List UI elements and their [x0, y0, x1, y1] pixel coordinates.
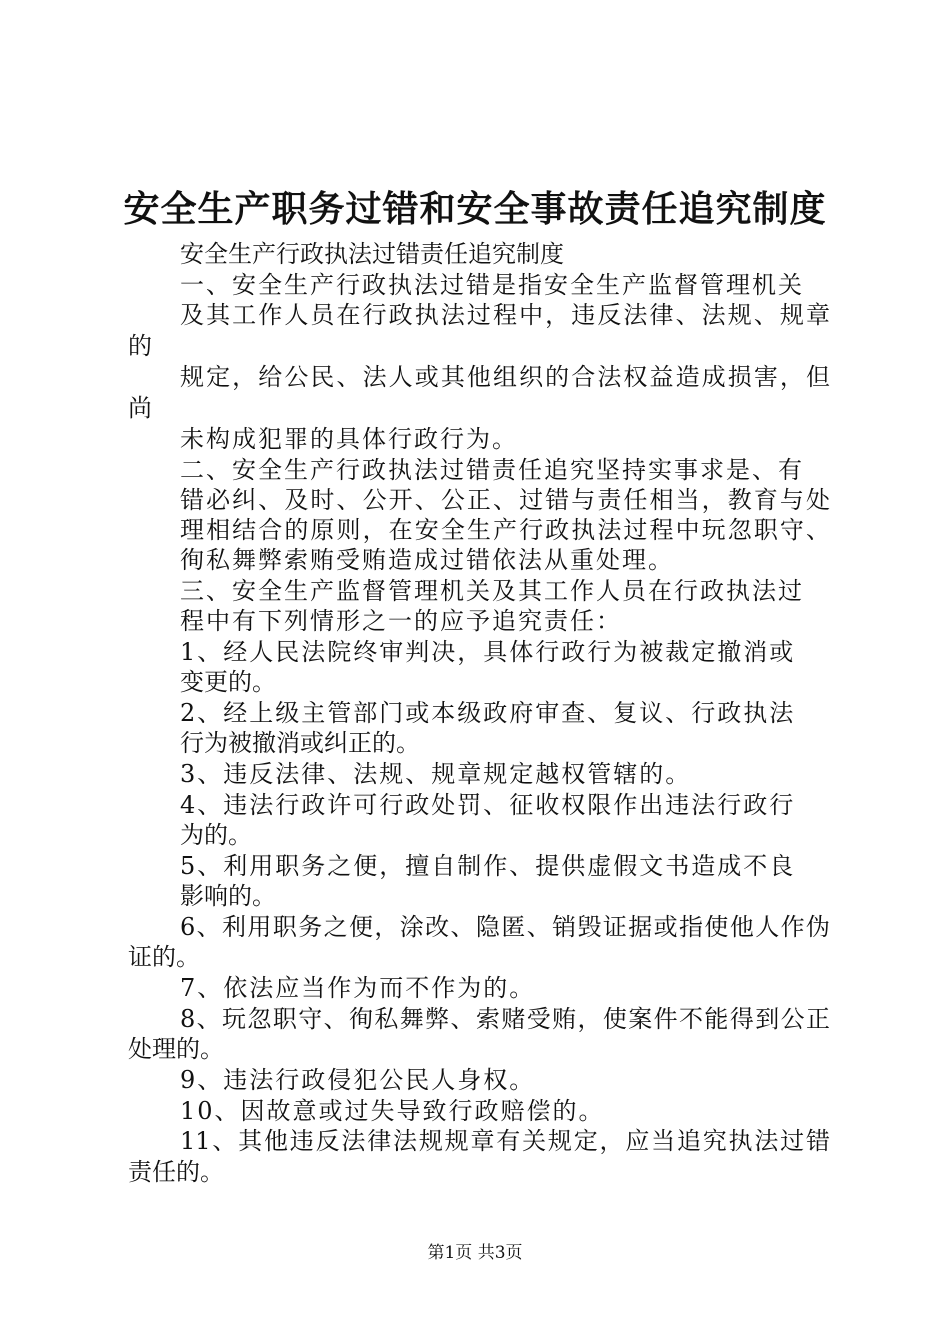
body-line: 1、经人民法院终审判决，具体行政行为被裁定撤消或 — [180, 638, 796, 666]
body-line: 徇私舞弊索贿受贿造成过错依法从重处理。 — [180, 546, 674, 574]
body-line: 5、利用职务之便，擅自制作、提供虚假文书造成不良 — [180, 852, 796, 880]
body-line: 责任的。 — [128, 1158, 224, 1186]
body-line: 程中有下列情形之一的应予追究责任： — [180, 607, 622, 635]
body-line: 二、安全生产行政执法过错责任追究坚持实事求是、有 — [180, 456, 804, 484]
body-line: 一、安全生产行政执法过错是指安全生产监督管理机关 — [180, 271, 804, 299]
document-subtitle: 安全生产行政执法过错责任追究制度 — [180, 240, 564, 268]
body-line: 的 — [128, 332, 152, 360]
body-line: 2、经上级主管部门或本级政府审查、复议、行政执法 — [180, 699, 796, 727]
body-line: 变更的。 — [180, 668, 276, 696]
body-line: 影响的。 — [180, 882, 276, 910]
body-line: 理相结合的原则，在安全生产行政执法过程中玩忽职守、 — [180, 516, 830, 544]
body-line: 行为被撤消或纠正的。 — [180, 729, 420, 757]
body-line: 8、玩忽职守、徇私舞弊、索赌受贿，使案件不能得到公正 — [180, 1005, 830, 1033]
body-line: 6、利用职务之便，涂改、隐匿、销毁证据或指使他人作伪 — [180, 913, 830, 941]
body-line: 为的。 — [180, 821, 252, 849]
page-number: 第1页 共3页 — [427, 1243, 523, 1263]
body-line: 尚 — [128, 394, 152, 422]
body-line: 4、违法行政许可行政处罚、征收权限作出违法行政行 — [180, 791, 796, 819]
body-line: 3、违反法律、法规、规章规定越权管辖的。 — [180, 760, 692, 788]
body-line: 10、因故意或过失导致行政赔偿的。 — [180, 1097, 605, 1125]
body-line: 7、依法应当作为而不作为的。 — [180, 974, 536, 1002]
body-line: 规定，给公民、法人或其他组织的合法权益造成损害，但 — [180, 363, 830, 391]
body-line: 处理的。 — [128, 1035, 224, 1063]
body-line: 及其工作人员在行政执法过程中，违反法律、法规、规章 — [180, 301, 830, 329]
body-line: 未构成犯罪的具体行政行为。 — [180, 425, 518, 453]
body-line: 证的。 — [128, 943, 200, 971]
document-title: 安全生产职务过错和安全事故责任追究制度 — [123, 188, 827, 230]
body-line: 三、安全生产监督管理机关及其工作人员在行政执法过 — [180, 577, 804, 605]
body-line: 9、违法行政侵犯公民人身权。 — [180, 1066, 536, 1094]
body-line: 11、其他违反法律法规规章有关规定，应当追究执法过错 — [180, 1127, 830, 1155]
body-line: 错必纠、及时、公开、公正、过错与责任相当，教育与处 — [180, 486, 830, 514]
